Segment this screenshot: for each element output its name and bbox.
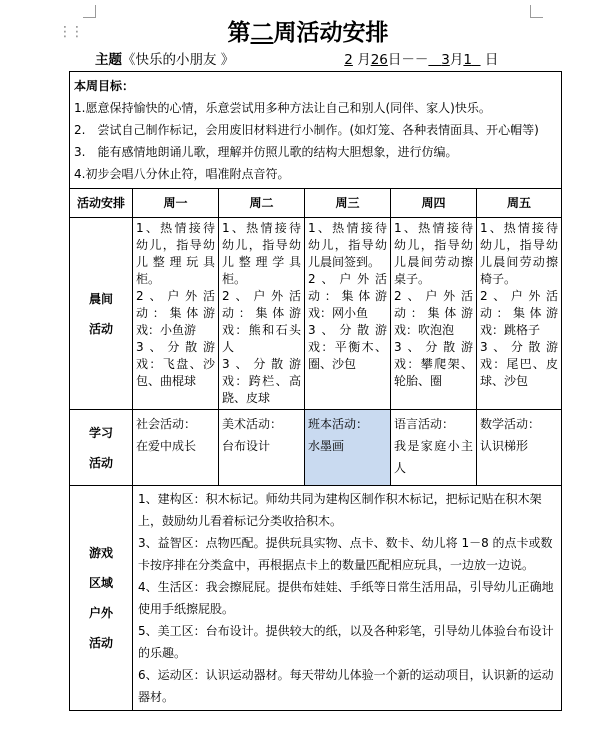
header-day-tue: 周二: [219, 189, 305, 218]
header-day-fri: 周五: [477, 189, 562, 218]
theme-text: 《快乐的小朋友 》: [122, 52, 235, 68]
week-number: 二: [250, 19, 274, 46]
morning-cell-wed: 1、热情接待幼儿，指导幼儿晨间签到。 2、户外活动：集体游戏：网小鱼 3、分散游戏：平衡木、圈、沙包: [305, 218, 391, 410]
area-item: 3、益智区：点物匹配。提供玩具实物、点卡、数卡、幼儿将 1－8 的点卡或数卡按序排在分类盒中，再根据点卡上的数量匹配相应玩具，一边放一边说。: [138, 536, 553, 572]
morning-row-label: 晨间 活动: [70, 218, 133, 410]
page-title: 第二周活动安排: [227, 19, 389, 46]
area-row-label: 游戏 区域 户外 活动: [70, 486, 133, 711]
morning-cell-tue: 1、热情接待幼儿，指导幼儿整理学具柜。 2、户外活动：集体游戏：熊和石头人 3、分散游戏：跨栏、高跷、皮球: [219, 218, 305, 410]
header-day-mon: 周一: [133, 189, 219, 218]
area-item: 4、生活区：我会擦屁屁。提供布娃娃、手纸等日常生活用品，引导幼儿正确地使用手纸擦屁股。: [138, 580, 554, 616]
area-item: 6、运动区：认识运动器材。每天带幼儿体验一个新的运动项目，认识新的运动器材。: [138, 668, 554, 704]
table-move-handle-icon[interactable]: ⋮⋮: [58, 24, 82, 40]
morning-cell-thu: 1、热情接待幼儿，指导幼儿晨间劳动擦桌子。 2、户外活动：集体游戏：吹泡泡 3、分散游戏：攀爬架、轮胎、圈: [391, 218, 477, 410]
study-cell-tue: 美术活动： 台布设计: [219, 410, 305, 486]
goal-item: 3. 能有感情地朗诵儿歌，理解并仿照儿歌的结构大胆想象，进行仿编。: [74, 145, 458, 159]
study-cell-mon: 社会活动： 在爱中成长: [133, 410, 219, 486]
study-cell-wed[interactable]: 班本活动： 水墨画: [305, 410, 391, 486]
area-item: 5、美工区：台布设计。提供较大的纸，以及各种彩笔，引导幼儿体验台布设计的乐趣。: [138, 624, 554, 660]
header-day-wed: 周三: [305, 189, 391, 218]
morning-cell-mon: 1、热情接待幼儿，指导幼儿整理玩具柜。 2、户外活动：集体游戏：小鱼游 3、分散游戏：飞盘、沙包、曲棍球: [133, 218, 219, 410]
date-range: 2 月26日－－ 3月1 日: [344, 52, 499, 68]
goals-heading: 本周目标：: [74, 79, 135, 93]
theme-label: 主题: [95, 52, 122, 68]
goal-item: 2. 尝试自己制作标记，会用废旧材料进行小制作。(如灯笼、各种表情面具、开心帽等): [74, 123, 539, 137]
area-item: 1、建构区：积木标记。师幼共同为建构区制作积木标记，把标记贴在积木架上，鼓励幼儿看着标记分类收拾积木。: [138, 492, 542, 528]
header-activity-label: 活动安排: [70, 189, 133, 218]
study-cell-thu: 语言活动： 我是家庭小主人: [391, 410, 477, 486]
study-cell-fri: 数学活动： 认识梯形: [477, 410, 562, 486]
area-activities: [133, 486, 562, 711]
theme-line: [95, 48, 234, 68]
goal-item: 4.初步会唱八分休止符，唱准附点音符。: [74, 167, 290, 181]
weekly-goals: [70, 72, 562, 189]
goal-item: 1.愿意保持愉快的心情，乐意尝试用多种方法让自己和别人(同伴、家人)快乐。: [74, 101, 491, 115]
study-row-label: 学习 活动: [70, 410, 133, 486]
header-day-thu: 周四: [391, 189, 477, 218]
morning-cell-fri: 1、热情接待幼儿，指导幼儿晨间劳动擦椅子。 2、户外活动：集体游戏：跳格子 3、分散游戏：尾巴、皮球、沙包: [477, 218, 562, 410]
weekly-schedule-table: [69, 71, 562, 711]
